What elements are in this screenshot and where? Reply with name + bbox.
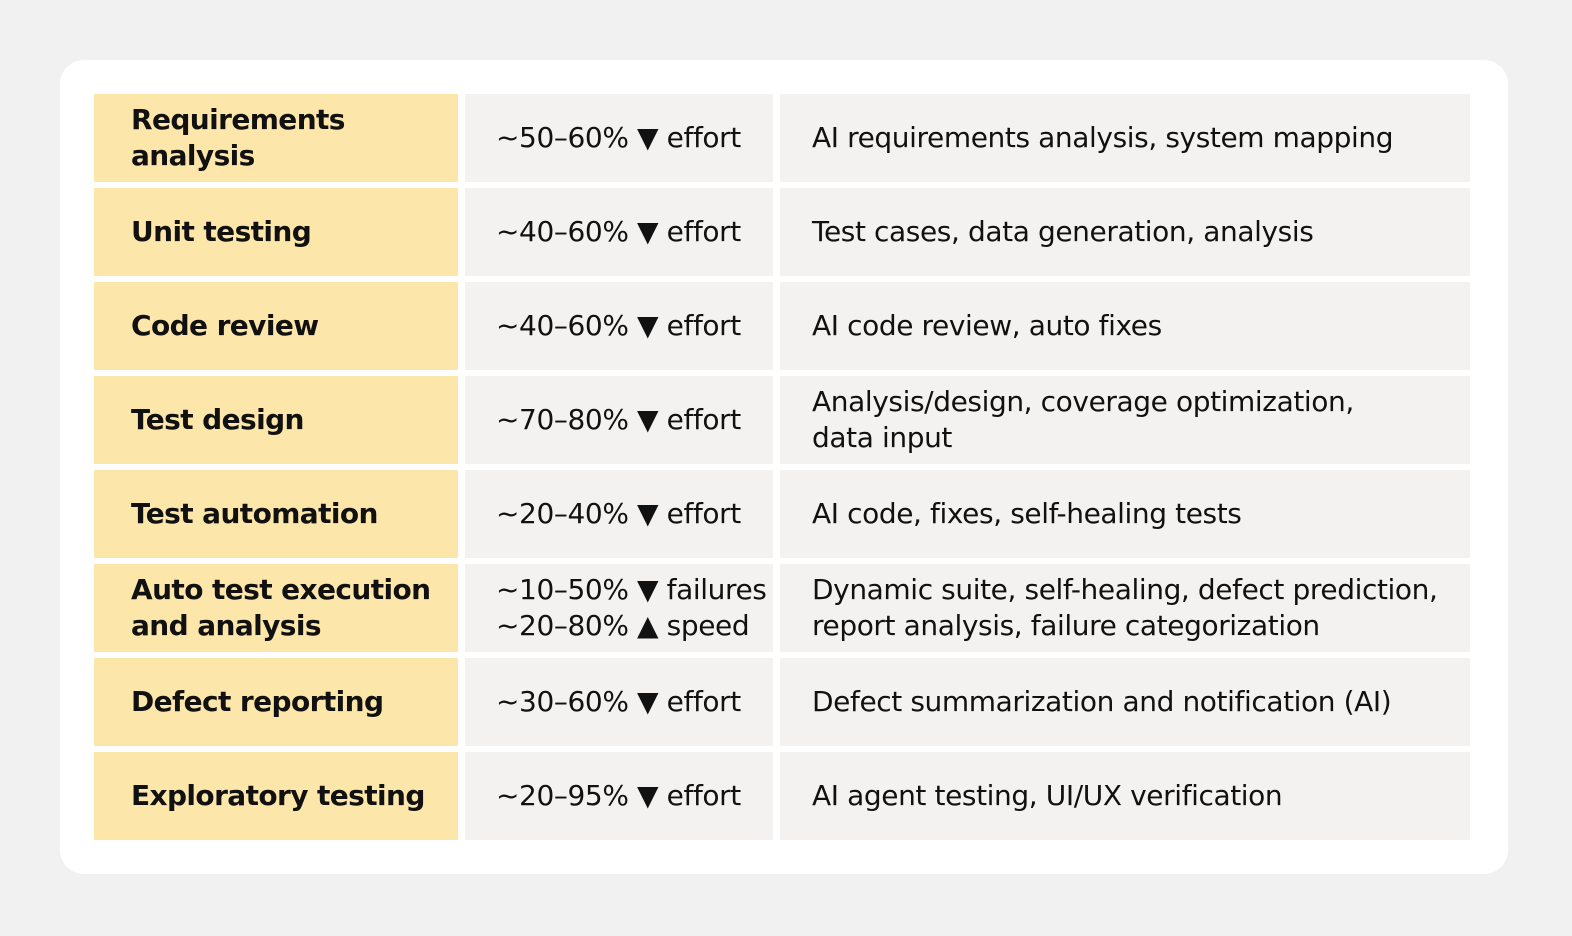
description-cell xyxy=(780,188,1470,276)
phase-cell xyxy=(94,470,458,558)
description-text: Test cases, data generation, analysis xyxy=(812,215,1314,248)
phase-cell xyxy=(94,188,458,276)
description-text: Defect summarization and notification (AI) xyxy=(812,685,1392,718)
impact-cell xyxy=(465,658,773,746)
impact-value: ~20–80% ▲ speed xyxy=(496,609,750,642)
description-text: AI requirements analysis, system mapping xyxy=(812,121,1394,154)
phase-cell xyxy=(94,94,458,182)
description-cell xyxy=(780,564,1470,652)
description-text: AI code, fixes, self-healing tests xyxy=(812,497,1242,530)
impact-cell xyxy=(465,564,773,652)
phase-label: and analysis xyxy=(131,609,321,642)
phase-cell xyxy=(94,564,458,652)
impact-cell xyxy=(465,376,773,464)
phase-label: Auto test execution xyxy=(131,573,431,606)
impact-value: ~20–40% ▼ effort xyxy=(496,497,741,530)
phase-label: Test automation xyxy=(131,497,378,530)
impact-cell xyxy=(465,188,773,276)
impact-cell xyxy=(465,94,773,182)
description-cell xyxy=(780,94,1470,182)
phase-label: Unit testing xyxy=(131,215,312,248)
description-text: Analysis/design, coverage optimization, xyxy=(812,385,1354,418)
phase-cell xyxy=(94,376,458,464)
impact-value: ~40–60% ▼ effort xyxy=(496,215,741,248)
description-cell xyxy=(780,282,1470,370)
impact-cell xyxy=(465,752,773,840)
phase-label: Defect reporting xyxy=(131,685,384,718)
impact-value: ~40–60% ▼ effort xyxy=(496,309,741,342)
phase-label: Requirements xyxy=(131,103,345,136)
impact-value: ~70–80% ▼ effort xyxy=(496,403,741,436)
impact-cell xyxy=(465,282,773,370)
impact-value: ~10–50% ▼ failures xyxy=(496,573,767,606)
phase-label: Exploratory testing xyxy=(131,779,425,812)
impact-value: ~30–60% ▼ effort xyxy=(496,685,741,718)
description-text: AI code review, auto fixes xyxy=(812,309,1162,342)
description-cell xyxy=(780,752,1470,840)
description-cell xyxy=(780,658,1470,746)
impact-cell xyxy=(465,470,773,558)
description-cell xyxy=(780,470,1470,558)
phase-cell xyxy=(94,752,458,840)
description-text: report analysis, failure categorization xyxy=(812,609,1320,642)
description-text: AI agent testing, UI/UX verification xyxy=(812,779,1283,812)
phase-label: Code review xyxy=(131,309,319,342)
phase-cell xyxy=(94,282,458,370)
description-cell xyxy=(780,376,1470,464)
impact-value: ~20–95% ▼ effort xyxy=(496,779,741,812)
phase-label: Test design xyxy=(131,403,304,436)
phase-label: analysis xyxy=(131,139,255,172)
description-text: data input xyxy=(812,421,952,454)
description-text: Dynamic suite, self-healing, defect prediction, xyxy=(812,573,1438,606)
impact-value: ~50–60% ▼ effort xyxy=(496,121,741,154)
phase-cell xyxy=(94,658,458,746)
ai-testing-impact-table xyxy=(94,94,1470,840)
